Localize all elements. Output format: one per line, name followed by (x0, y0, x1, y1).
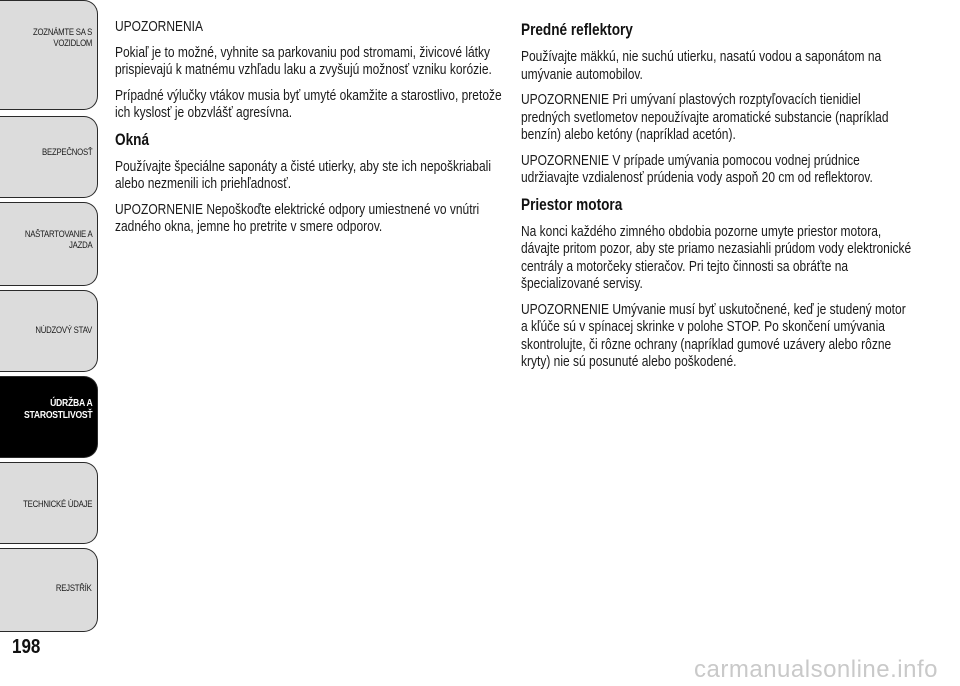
right-column (521, 18, 913, 379)
tab-starting-driving[interactable] (0, 202, 98, 286)
tab-label: BEZPEČNOSŤ (41, 147, 92, 158)
tab-technical-data[interactable] (0, 462, 98, 544)
paragraph-headlights-warning: UPOZORNENIE Pri umývaní plastových rozptyľovacích tienidiel predných svetlometov nepoužívajte aromatické substancie (napríklad benzín) alebo ketóny (napríklad acetón). (521, 91, 889, 143)
tab-label: ZOZNÁMTE SA S VOZIDLOM (32, 27, 92, 49)
section-heading-engine-bay: Priestor motora (521, 194, 623, 214)
section-heading-windows: Okná (115, 129, 150, 149)
tab-label: ÚDRŽBA A STAROSTLIVOSŤ (23, 397, 92, 421)
paragraph-bird-droppings: Prípadné výlučky vtákov musia byť umyté okamžite a starostlivo, pretože ich kyslosť je obzvlášť agresívna. (115, 86, 502, 121)
paragraph-engine-cold-warning: UPOZORNENIE Umývanie musí byť uskutočnené, keď je studený motor a kľúče sú v spínacej skrinke v polohe STOP. Po skončení umývania skontrolujte, či rôzne ochrany (napríklad gumové uzávery alebo rôzne kryty) nie sú posunuté alebo poškodené. (521, 300, 906, 370)
paragraph-water-jet-warning: UPOZORNENIE V prípade umývania pomocou vodnej prúdnice udržiavajte vzdialenosť prúdenia vody aspoň 20 cm od reflektorov. (521, 151, 873, 186)
warning-heading: UPOZORNENIA (115, 18, 204, 35)
tab-label: NÚDZOVÝ STAV (35, 325, 92, 336)
tab-get-to-know-vehicle[interactable] (0, 0, 98, 110)
page-number: 198 (12, 636, 41, 658)
tab-emergency[interactable] (0, 290, 98, 372)
paragraph-engine-bay-wash: Na konci každého zimného obdobia pozorne umyte priestor motora, dávajte pritom pozor, aby ste priamo nezasiahli prúdom vody elektronické centrály a motorčeky stieračov. Pri tejto činnosti sa obráťte na špecializované servisy. (521, 222, 912, 292)
tab-index[interactable] (0, 548, 98, 632)
tab-label: NAŠTARTOVANIE A JAZDA (24, 229, 92, 251)
tab-label: TECHNICKÉ ÚDAJE (22, 499, 92, 510)
paragraph-headlights-cloth: Používajte mäkkú, nie suchú utierku, nasatú vodou a saponátom na umývanie automobilov. (521, 48, 882, 83)
watermark: carmanualsonline.info (694, 656, 938, 683)
tab-label: REJSTŘÍK (56, 583, 92, 594)
tab-maintenance-care[interactable] (0, 376, 98, 458)
left-column (115, 18, 505, 244)
section-heading-headlights: Predné reflektory (521, 20, 633, 39)
tab-safety[interactable] (0, 116, 98, 198)
paragraph-windows-cleaning: Používajte špeciálne saponáty a čisté utierky, aby ste ich nepoškriabali alebo nezmenili ich priehľadnosť. (115, 157, 491, 192)
paragraph-rear-window-warning: UPOZORNENIE Nepoškoďte elektrické odpory umiestnené vo vnútri zadného okna, jemne ho pretrite v smere odporov. (115, 200, 480, 235)
chapter-tabs (0, 0, 100, 640)
paragraph-trees: Pokiaľ je to možné, vyhnite sa parkovaniu pod stromami, živicové látky prispievajú k matnému vzhľadu laku a zvyšujú možnosť vzniku korózie. (115, 43, 492, 78)
